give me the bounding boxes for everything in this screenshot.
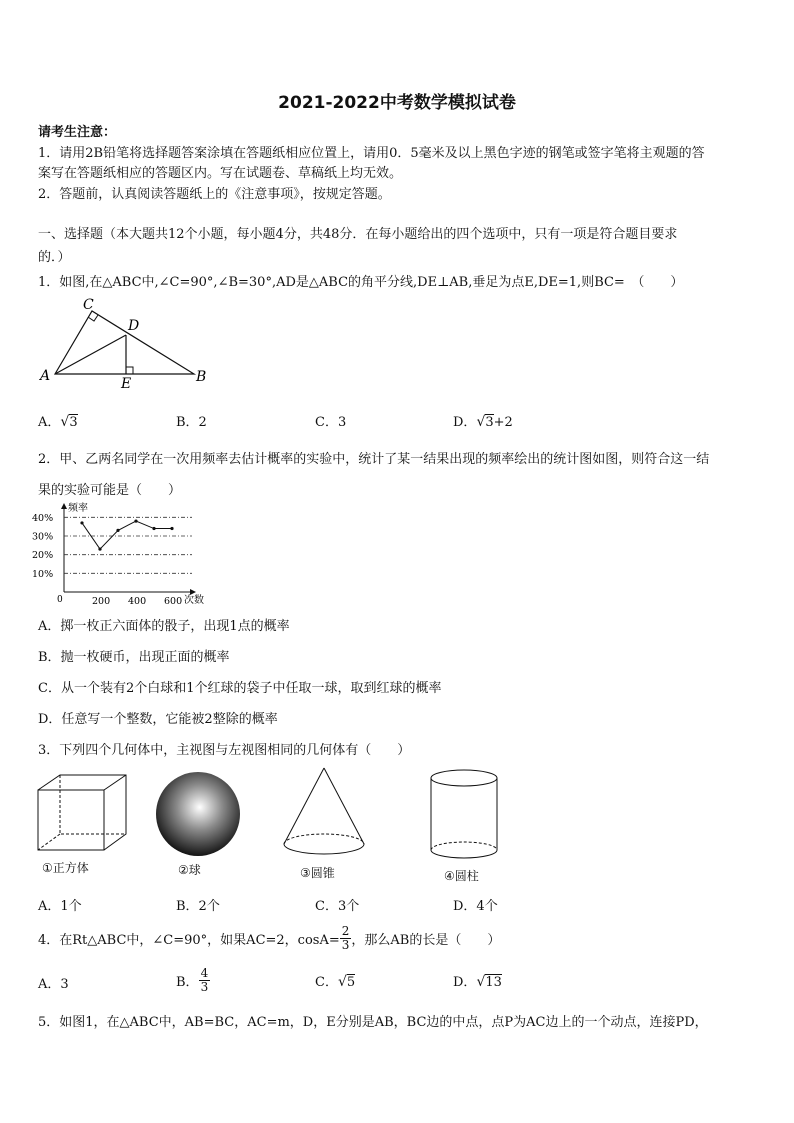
q4-option-b: B． $\frac{4}{3}$ xyxy=(176,965,209,994)
data-point xyxy=(170,527,173,530)
series-line xyxy=(82,521,172,549)
figure-label-cube: ①正方体 xyxy=(42,861,89,875)
sqrt-icon: √ xyxy=(60,414,70,430)
figure-label-cone: ③圆锥 xyxy=(300,866,335,880)
frequency-chart xyxy=(30,500,220,610)
q3-option-b: B．2个 xyxy=(176,899,220,914)
y-axis-arrow-icon xyxy=(61,503,67,509)
q2-option-b: B．抛一枚硬币，出现正面的概率 xyxy=(38,650,230,665)
q4-option-a: A．3 xyxy=(38,977,69,992)
section-heading: 一、选择题（本大题共12个小题，每小题4分，共48分．在每小题给出的四个选项中，只有一项是符合题目要求 xyxy=(38,227,678,242)
y-tick-label: 10% xyxy=(32,568,54,580)
x-tick-label: 200 xyxy=(92,596,111,607)
cone-figure xyxy=(280,764,368,862)
sqrt-icon: √ xyxy=(337,974,347,990)
origin-label: 0 xyxy=(57,595,63,605)
y-tick-label: 30% xyxy=(32,531,54,543)
label-d: D xyxy=(128,318,140,334)
question-2-stem: 2．甲、乙两名同学在一次用频率去估计概率的实验中，统计了某一结果出现的频率绘出的统计图如图，则符合这一结 xyxy=(38,452,710,467)
q1-option-d: D．√3+2 xyxy=(453,414,513,430)
cube-figure xyxy=(33,772,133,856)
cylinder-figure xyxy=(426,766,502,866)
question-1-stem: 1．如图,在△ABC中,∠C=90°,∠B=30°,AD是△ABC的角平分线,DE⊥AB,垂足为点E,DE=1,则BC= （ ） xyxy=(38,275,684,290)
notice-item-1-cont: 案写在答题纸相应的答题区内。写在试题卷、草稿纸上均无效。 xyxy=(38,166,403,181)
data-point xyxy=(134,519,137,522)
y-axis-label: 频率 xyxy=(68,503,88,514)
triangle-figure xyxy=(36,292,216,392)
q4-option-c: C．√5 xyxy=(315,974,356,990)
y-tick-label: 20% xyxy=(32,550,54,562)
q2-option-d: D．任意写一个整数，它能被2整除的概率 xyxy=(38,712,278,727)
y-tick-label: 40% xyxy=(32,512,54,524)
label-e: E xyxy=(121,376,132,392)
q1-option-a: A．√3 xyxy=(38,414,78,430)
section-heading-cont: 的．） xyxy=(38,250,71,265)
sqrt-icon: √ xyxy=(476,974,486,990)
sqrt-icon: √ xyxy=(476,414,486,430)
label-b: B xyxy=(196,369,207,385)
question-3-stem: 3．下列四个几何体中，主视图与左视图相同的几何体有（ ） xyxy=(38,743,411,758)
question-2-stem-cont: 果的实验可能是（ ） xyxy=(38,483,182,498)
figure-label-cylinder: ④圆柱 xyxy=(444,869,479,883)
label-c: C xyxy=(83,297,94,313)
data-point xyxy=(80,521,83,524)
x-tick-label: 400 xyxy=(128,596,147,607)
figure-label-sphere: ②球 xyxy=(178,863,201,877)
data-point xyxy=(152,527,155,530)
fraction-cos: $\frac{2}{3}$ xyxy=(341,923,350,952)
sphere-figure xyxy=(152,770,244,858)
right-angle-e xyxy=(126,367,133,374)
notice-heading: 请考生注意： xyxy=(38,125,117,140)
q3-option-a: A．1个 xyxy=(38,899,82,914)
page-title: 2021-2022中考数学模拟试卷 xyxy=(278,93,516,113)
label-a: A xyxy=(40,368,51,384)
question-4-stem: 4．在Rt△ABC中，∠C=90°，如果AC=2，cosA= $\frac{2}{3}$ ，那么AB的长是（ ） xyxy=(38,923,501,952)
q3-option-d: D．4个 xyxy=(453,899,498,914)
q4-option-d: D．√13 xyxy=(453,974,502,990)
triangle-abc xyxy=(55,311,194,374)
q2-option-a: A．掷一枚正六面体的骰子，出现1点的概率 xyxy=(38,619,290,634)
question-5-stem: 5．如图1，在△ABC中，AB=BC，AC=m，D，E分别是AB，BC边的中点，点P为AC边上的一个动点，连接PD， xyxy=(38,1015,708,1030)
segment-ad xyxy=(55,335,126,374)
x-axis-label: 次数 xyxy=(184,595,204,606)
q1-option-b: B．2 xyxy=(176,415,207,430)
q1-option-c: C．3 xyxy=(315,415,347,430)
data-point xyxy=(98,547,101,550)
data-point xyxy=(116,529,119,532)
q2-option-c: C．从一个装有2个白球和1个红球的袋子中任取一球，取到红球的概率 xyxy=(38,681,442,696)
q3-option-c: C．3个 xyxy=(315,899,360,914)
notice-item-2: 2．答题前，认真阅读答题纸上的《注意事项》，按规定答题。 xyxy=(38,187,391,202)
x-tick-label: 600 xyxy=(164,596,183,607)
notice-item-1: 1．请用2B铅笔将选择题答案涂填在答题纸相应位置上，请用0．5毫米及以上黑色字迹的钢笔或签字笔将主观题的答 xyxy=(38,146,705,161)
